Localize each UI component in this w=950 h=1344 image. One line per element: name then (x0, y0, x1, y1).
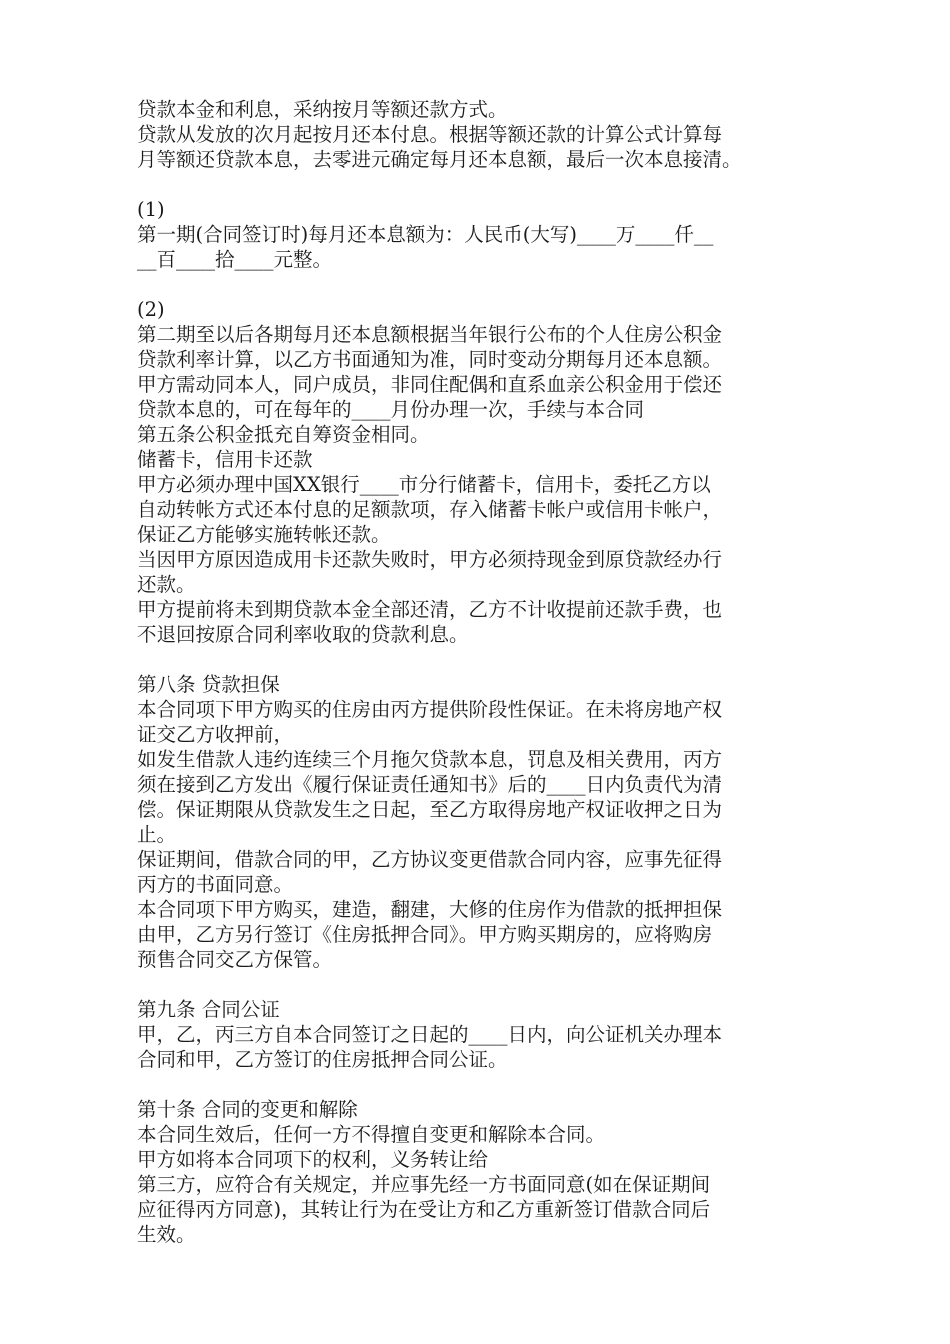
text-line: 甲方如将本合同项下的权利，义务转让给 (137, 1148, 489, 1171)
text-line: 贷款利率计算，以乙方书面通知为准，同时变动分期每月还本息额。 (137, 348, 723, 371)
text-line: 本合同项下甲方购买，建造，翻建，大修的住房作为借款的抵押担保 (137, 898, 723, 921)
text-line: 甲方需动同本人，同户成员，非同住配偶和直系血亲公积金用于偿还 (137, 373, 723, 396)
blank-line (137, 647, 827, 672)
document-body (137, 97, 827, 1247)
text-line: 甲方必须办理中国XX银行____市分行储蓄卡，信用卡，委托乙方以 (137, 473, 711, 496)
text-line: 甲，乙，丙三方自本合同签订之日起的____日内，向公证机关办理本 (137, 1023, 723, 1046)
text-line: 当因甲方原因造成用卡还款失败时，甲方必须持现金到原贷款经办行 (137, 548, 723, 571)
text-line: 如发生借款人违约连续三个月拖欠贷款本息，罚息及相关费用，丙方 (137, 748, 723, 771)
text-line: 保证乙方能够实施转帐还款。 (137, 523, 391, 546)
text-line: 第一期(合同签订时)每月还本息额为：人民币(大写)____万____仟__ (137, 223, 714, 246)
text-line: 保证期间，借款合同的甲，乙方协议变更借款合同内容，应事先征得 (137, 848, 723, 871)
text-line: 丙方的书面同意。 (137, 873, 294, 896)
text-line: 自动转帐方式还本付息的足额款项，存入储蓄卡帐户或信用卡帐户， (137, 498, 723, 521)
text-line: 甲方提前将未到期贷款本金全部还清，乙方不计收提前还款手费，也 (137, 598, 723, 621)
text-line: 贷款本金和利息，采纳按月等额还款方式。 (137, 98, 508, 121)
text-line: 本合同生效后，任何一方不得擅自变更和解除本合同。 (137, 1123, 606, 1146)
text-line: 须在接到乙方发出《履行保证责任通知书》后的____日内负责代为清 (137, 773, 723, 796)
text-line: 证交乙方收押前， (137, 723, 294, 746)
text-line: 第十条 合同的变更和解除 (137, 1098, 358, 1121)
text-line: 合同和甲，乙方签订的住房抵押合同公证。 (137, 1048, 508, 1071)
blank-line (137, 272, 827, 297)
text-line: 第二期至以后各期每月还本息额根据当年银行公布的个人住房公积金 (137, 323, 723, 346)
text-line: (1) (137, 198, 165, 221)
text-line: 第三方，应符合有关规定，并应事先经一方书面同意(如在保证期间 (137, 1173, 711, 1196)
blank-line (137, 972, 827, 997)
text-line: 储蓄卡，信用卡还款 (137, 448, 313, 471)
text-line: 生效。 (137, 1223, 196, 1246)
text-line: 止。 (137, 823, 177, 846)
text-line: 第九条 合同公证 (137, 998, 280, 1021)
text-line: 贷款从发放的次月起按月还本付息。根据等额还款的计算公式计算每 (137, 123, 723, 146)
text-line: 预售合同交乙方保管。 (137, 948, 333, 971)
text-line: 还款。 (137, 573, 196, 596)
text-line: (2) (137, 298, 165, 321)
text-line: 本合同项下甲方购买的住房由丙方提供阶段性保证。在未将房地产权 (137, 698, 723, 721)
text-line: 不退回按原合同利率收取的贷款利息。 (137, 623, 469, 646)
text-line: 第五条公积金抵充自筹资金相同。 (137, 423, 430, 446)
text-line: 偿。保证期限从贷款发生之日起，至乙方取得房地产权证收押之日为 (137, 798, 723, 821)
text-line: 月等额还贷款本息，去零进元确定每月还本息额，最后一次本息接清。 (137, 148, 742, 171)
blank-line (137, 172, 827, 197)
text-line: __百____拾____元整。 (137, 248, 333, 271)
blank-line (137, 1072, 827, 1097)
text-line: 贷款本息的，可在每年的____月份办理一次，手续与本合同 (137, 398, 645, 421)
text-line: 应征得丙方同意)，其转让行为在受让方和乙方重新签订借款合同后 (137, 1198, 711, 1221)
text-line: 第八条 贷款担保 (137, 673, 280, 696)
text-line: 由甲，乙方另行签订《住房抵押合同》。甲方购买期房的，应将购房 (137, 923, 713, 946)
